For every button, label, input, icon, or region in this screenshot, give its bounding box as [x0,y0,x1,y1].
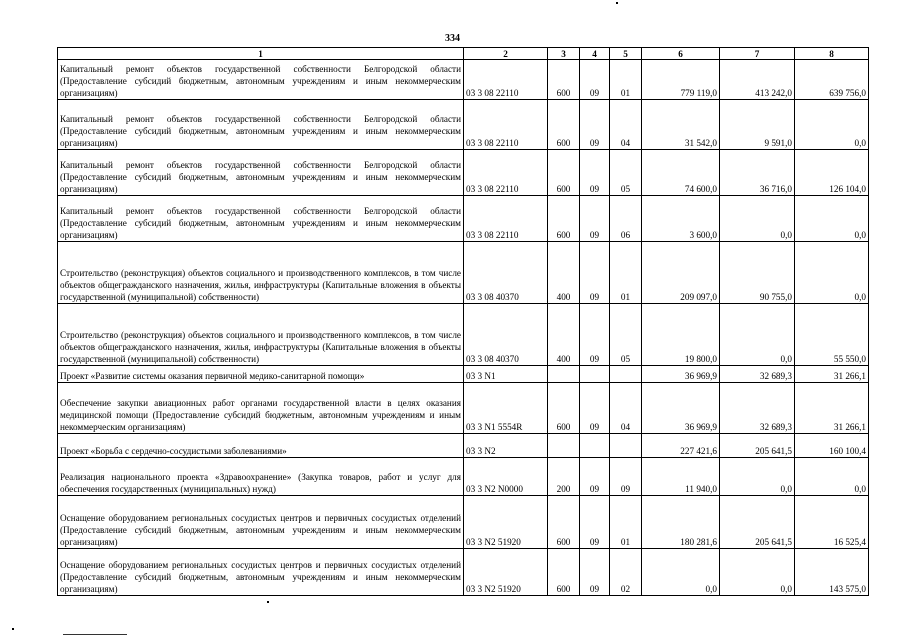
table-row [58,549,869,596]
row-amount-col6: 3 600,0 [642,196,720,242]
row-section: 09 [580,60,610,100]
row-amount-col7: 0,0 [720,196,795,242]
row-section: 09 [580,196,610,242]
row-description: Реализация национального проекта «Здравоохранение» (Закупка товаров, работ и услуг для обеспечения государственных (муниципальных) нужд) [58,458,464,496]
row-description: Проект «Борьба с сердечно-сосудистыми заболеваниями» [58,434,464,458]
header-col-4: 4 [580,48,610,60]
row-amount-col8: 31 266,1 [795,383,869,434]
row-subsection: 01 [610,242,642,304]
row-description: Обеспечение закупки авиационных работ органами государственной власти в целях оказания медицинской помощи (Предоставление субсидий бюджетным, автономным учреждениям и иным некоммерческим организациям) [58,383,464,434]
row-description: Оснащение оборудованием региональных сосудистых центров и первичных сосудистых отделений (Предоставление субсидий бюджетным, автономным учреждениям и иным некоммерческим организациям) [58,549,464,596]
header-row [58,48,869,60]
table-row [58,60,869,100]
row-target-code: 03 3 N2 N0000 [464,458,548,496]
table-row [58,458,869,496]
row-expense-type: 600 [548,60,580,100]
row-expense-type: 600 [548,496,580,549]
row-description: Капитальный ремонт объектов государственной собственности Белгородской области (Предоставление субсидий бюджетным, автономным учреждениям и иным некоммерческим организациям) [58,150,464,196]
table-row [58,196,869,242]
row-subsection [610,366,642,383]
row-amount-col8: 0,0 [795,458,869,496]
row-expense-type: 200 [548,458,580,496]
row-section [580,434,610,458]
row-expense-type: 600 [548,100,580,150]
row-amount-col8: 126 104,0 [795,150,869,196]
row-amount-col6: 36 969,9 [642,366,720,383]
row-expense-type: 600 [548,150,580,196]
row-description: Капитальный ремонт объектов государственной собственности Белгородской области (Предоставление субсидий бюджетным, автономным учреждениям и иным некоммерческим организациям) [58,60,464,100]
header-col-7: 7 [720,48,795,60]
row-subsection: 09 [610,458,642,496]
row-expense-type: 600 [548,196,580,242]
row-subsection: 01 [610,496,642,549]
row-target-code: 03 3 08 40370 [464,304,548,366]
row-amount-col8: 0,0 [795,100,869,150]
row-target-code: 03 3 N2 [464,434,548,458]
row-amount-col8: 639 756,0 [795,60,869,100]
header-col-1: 1 [58,48,464,60]
table-row [58,150,869,196]
row-amount-col6: 227 421,6 [642,434,720,458]
row-description: Строительство (реконструкция) объектов социального и производственного комплексов, в том числе объектов общегражданского назначения, жилья, инфраструктуры (Капитальные вложения в объекты государственной (муниципальной) собственности) [58,304,464,366]
row-amount-col8: 160 100,4 [795,434,869,458]
table-row [58,496,869,549]
table-row [58,434,869,458]
row-target-code: 03 3 08 40370 [464,242,548,304]
row-amount-col7: 90 755,0 [720,242,795,304]
header-col-2: 2 [464,48,548,60]
row-description: Капитальный ремонт объектов государственной собственности Белгородской области (Предоставление субсидий бюджетным, автономным учреждениям и иным некоммерческим организациям) [58,100,464,150]
row-expense-type: 400 [548,242,580,304]
row-section: 09 [580,549,610,596]
header-col-6: 6 [642,48,720,60]
row-subsection: 01 [610,60,642,100]
row-target-code: 03 3 08 22110 [464,100,548,150]
row-amount-col7: 205 641,5 [720,434,795,458]
row-subsection: 06 [610,196,642,242]
row-subsection: 05 [610,304,642,366]
row-amount-col8: 16 525,4 [795,496,869,549]
row-subsection [610,434,642,458]
row-amount-col7: 32 689,3 [720,383,795,434]
row-subsection: 04 [610,100,642,150]
scan-speck [12,628,14,630]
scan-speck [616,2,618,4]
row-amount-col7: 413 242,0 [720,60,795,100]
budget-table [57,47,869,596]
row-target-code: 03 3 N1 5554R [464,383,548,434]
table-row [58,242,869,304]
header-col-3: 3 [548,48,580,60]
row-amount-col7: 0,0 [720,549,795,596]
row-target-code: 03 3 N1 [464,366,548,383]
table-row [58,366,869,383]
row-amount-col6: 779 119,0 [642,60,720,100]
row-amount-col7: 0,0 [720,458,795,496]
row-amount-col8: 55 550,0 [795,304,869,366]
table-row [58,304,869,366]
row-amount-col6: 36 969,9 [642,383,720,434]
row-section: 09 [580,150,610,196]
row-expense-type: 600 [548,549,580,596]
row-expense-type [548,434,580,458]
row-target-code: 03 3 N2 51920 [464,496,548,549]
row-section: 09 [580,304,610,366]
row-amount-col6: 74 600,0 [642,150,720,196]
row-expense-type [548,366,580,383]
row-target-code: 03 3 08 22110 [464,60,548,100]
row-amount-col7: 205 641,5 [720,496,795,549]
row-amount-col7: 32 689,3 [720,366,795,383]
row-amount-col7: 0,0 [720,304,795,366]
scan-speck [267,601,269,603]
row-section: 09 [580,458,610,496]
row-amount-col7: 9 591,0 [720,100,795,150]
footnote-rule [63,634,127,635]
row-section: 09 [580,242,610,304]
row-amount-col6: 180 281,6 [642,496,720,549]
row-amount-col6: 209 097,0 [642,242,720,304]
row-section: 09 [580,496,610,549]
row-section [580,366,610,383]
row-target-code: 03 3 N2 51920 [464,549,548,596]
row-description: Капитальный ремонт объектов государственной собственности Белгородской области (Предоставление субсидий бюджетным, автономным учреждениям и иным некоммерческим организациям) [58,196,464,242]
row-amount-col8: 0,0 [795,196,869,242]
row-target-code: 03 3 08 22110 [464,196,548,242]
row-description: Оснащение оборудованием региональных сосудистых центров и первичных сосудистых отделений (Предоставление субсидий бюджетным, автономным учреждениям и иным некоммерческим организациям) [58,496,464,549]
row-section: 09 [580,100,610,150]
row-amount-col8: 31 266,1 [795,366,869,383]
row-expense-type: 400 [548,304,580,366]
row-description: Строительство (реконструкция) объектов социального и производственного комплексов, в том числе объектов общегражданского назначения, жилья, инфраструктуры (Капитальные вложения в объекты государственной (муниципальной) собственности) [58,242,464,304]
row-amount-col6: 31 542,0 [642,100,720,150]
row-subsection: 02 [610,549,642,596]
row-target-code: 03 3 08 22110 [464,150,548,196]
row-amount-col6: 19 800,0 [642,304,720,366]
row-amount-col6: 0,0 [642,549,720,596]
page-number: 334 [445,33,460,44]
row-amount-col7: 36 716,0 [720,150,795,196]
header-col-5: 5 [610,48,642,60]
row-subsection: 04 [610,383,642,434]
row-expense-type: 600 [548,383,580,434]
table-row [58,100,869,150]
row-amount-col6: 11 940,0 [642,458,720,496]
header-col-8: 8 [795,48,869,60]
row-subsection: 05 [610,150,642,196]
table-row [58,383,869,434]
row-section: 09 [580,383,610,434]
row-amount-col8: 0,0 [795,242,869,304]
row-amount-col8: 143 575,0 [795,549,869,596]
row-description: Проект «Развитие системы оказания первичной медико-санитарной помощи» [58,366,464,383]
